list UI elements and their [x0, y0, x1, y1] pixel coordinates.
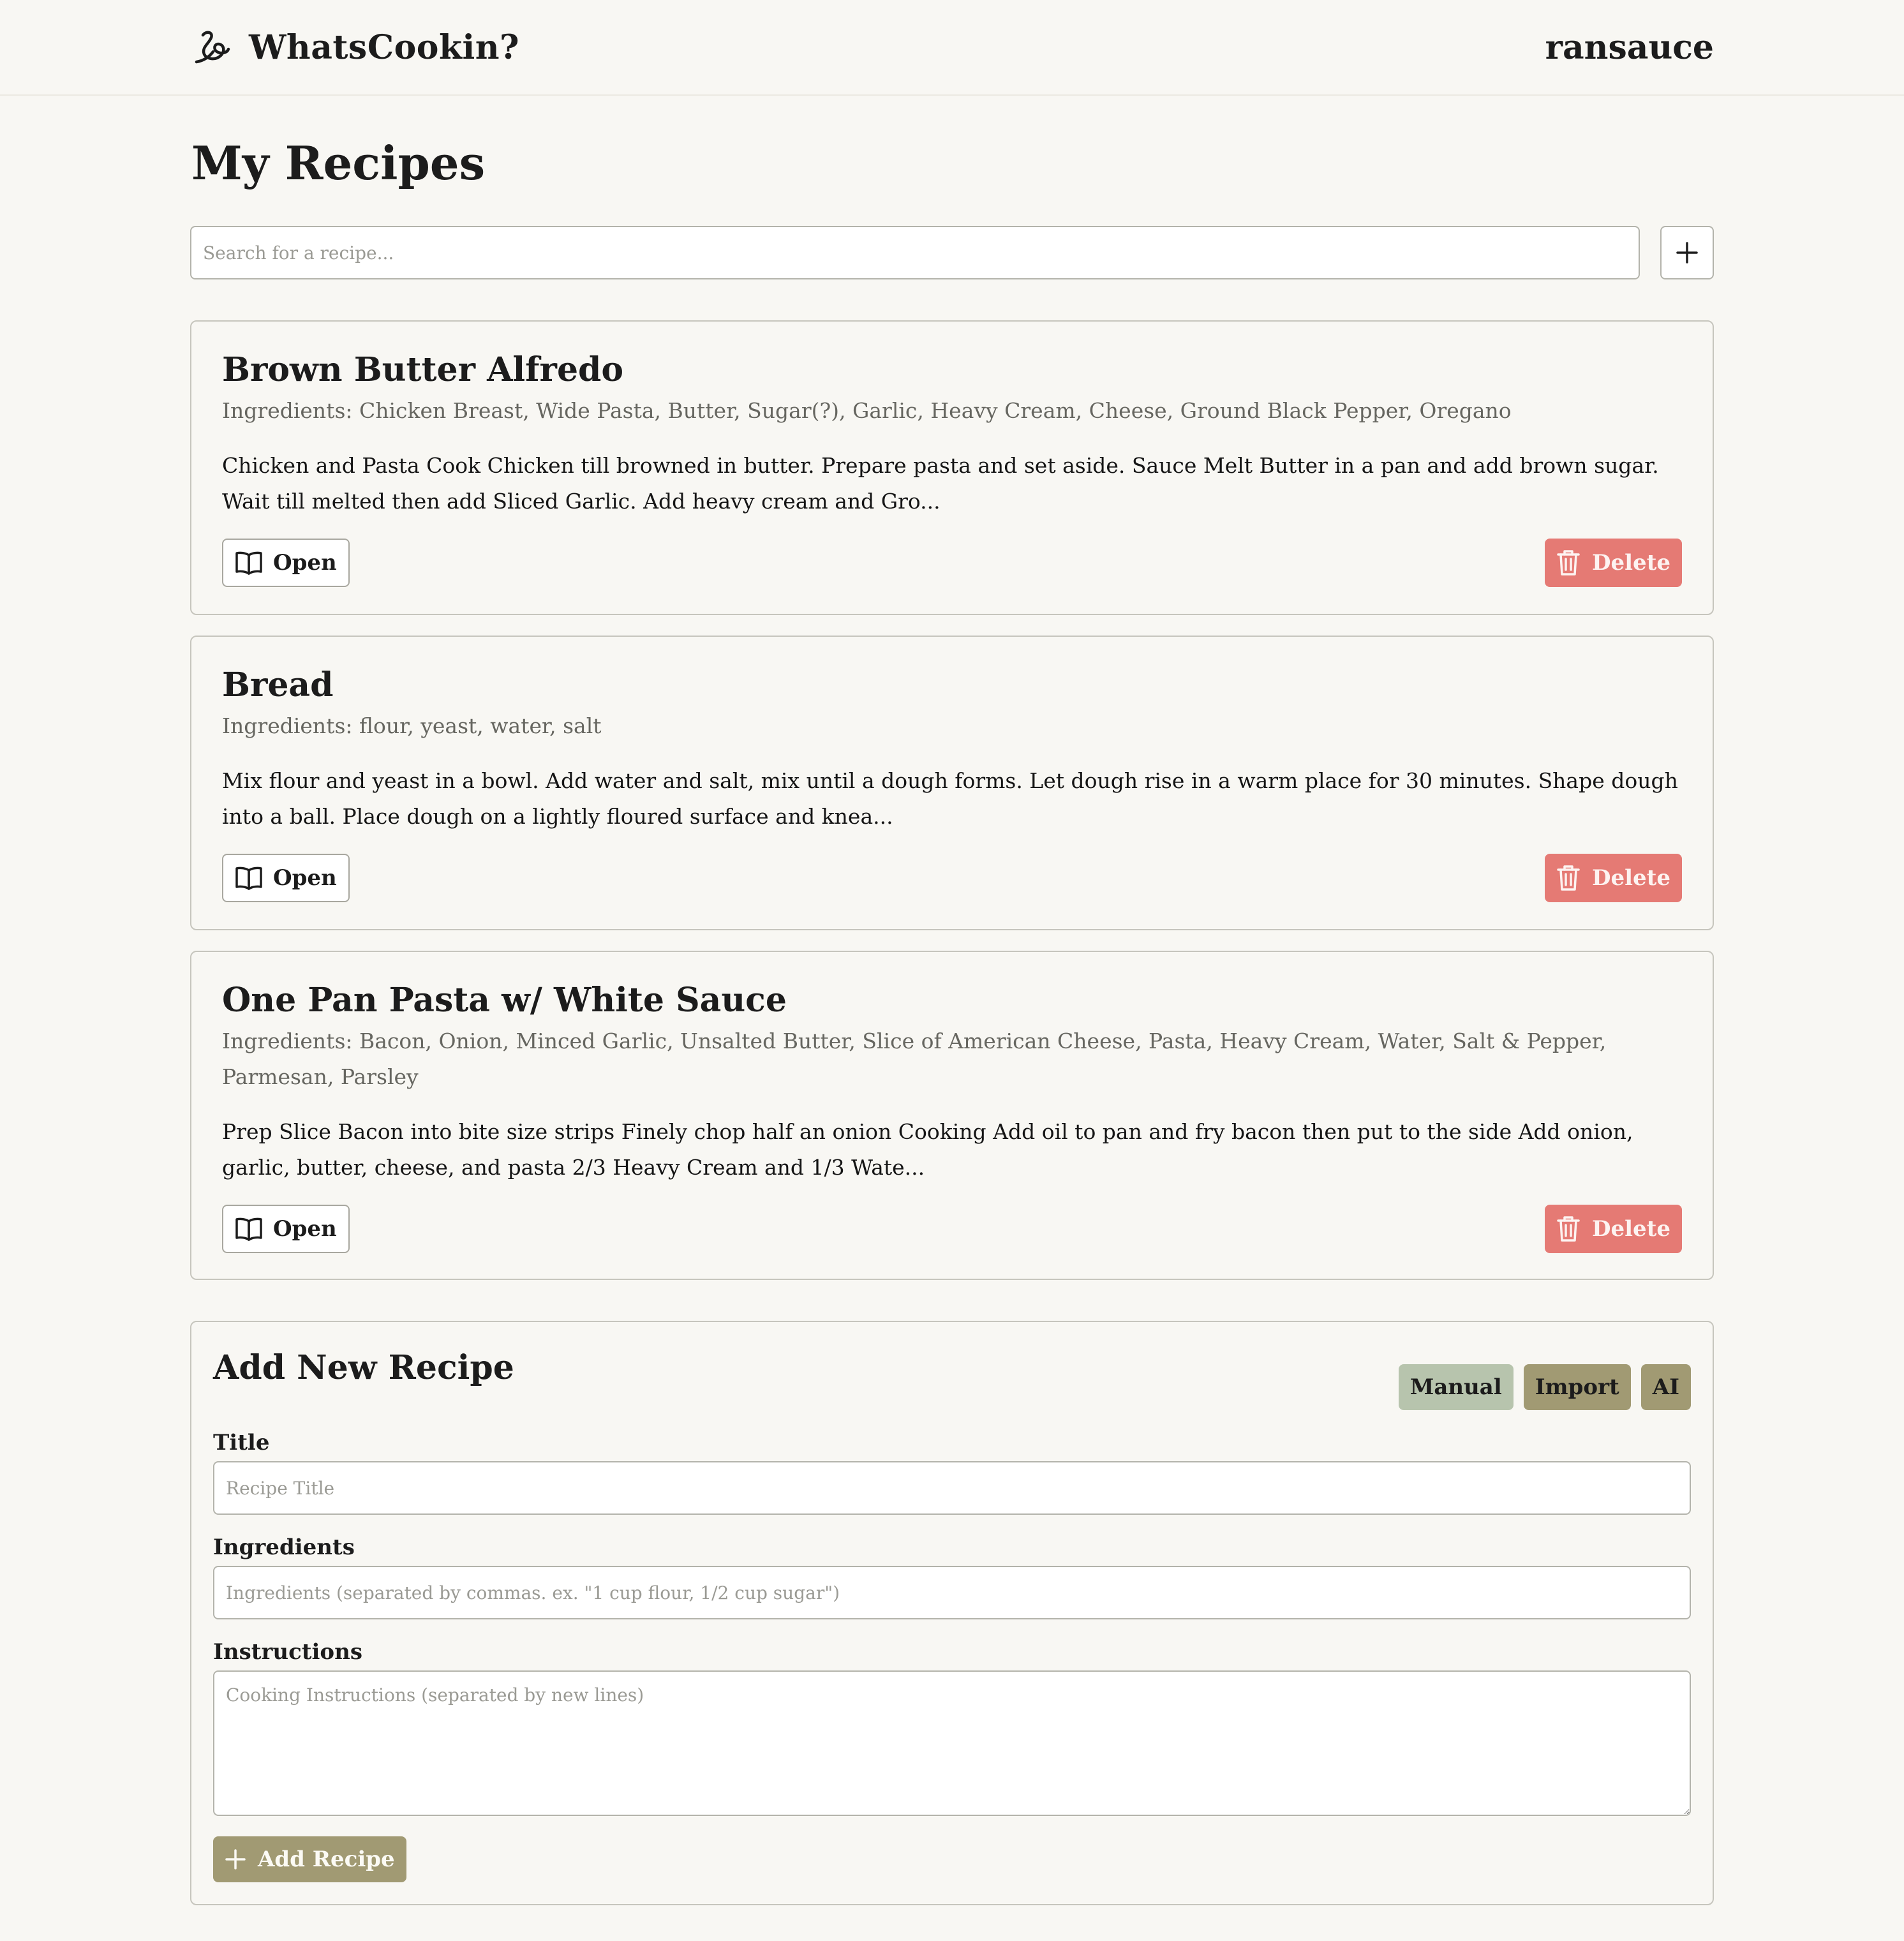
brand[interactable]	[190, 26, 519, 68]
plus-icon	[225, 1848, 246, 1870]
open-button-label: Open	[273, 550, 337, 576]
recipe-ingredients: Ingredients: flour, yeast, water, salt	[222, 713, 602, 738]
recipe-instructions: Chicken and Pasta Cook Chicken till browned in butter. Prepare pasta and set aside. Sauce Melt Butter in a pan and add brown sugar. Wait till melted then add Sliced Garlic. Add heavy cream and Gro...	[222, 453, 1659, 514]
delete-button-label: Delete	[1591, 1216, 1670, 1242]
instructions-textarea[interactable]	[213, 1670, 1691, 1816]
open-recipe-button[interactable]	[222, 539, 350, 587]
mode-tab-import[interactable]: Import	[1524, 1364, 1631, 1410]
delete-recipe-button[interactable]	[1545, 1205, 1682, 1253]
add-recipe-submit-button[interactable]	[213, 1836, 406, 1882]
add-recipe-toggle-button[interactable]	[1660, 226, 1714, 279]
recipe-ingredients: Ingredients: Chicken Breast, Wide Pasta, Butter, Sugar(?), Garlic, Heavy Cream, Cheese, Ground Black Pepper, Oregano	[222, 398, 1512, 423]
search-row	[190, 226, 1714, 279]
recipe-instructions: Mix flour and yeast in a bowl. Add water and salt, mix until a dough forms. Let dough rise in a warm place for 30 minutes. Shape dough into a ball. Place dough on a lightly floured surface and knea...	[222, 768, 1678, 829]
open-recipe-button[interactable]	[222, 1205, 350, 1253]
add-recipe-form	[190, 1321, 1714, 1905]
recipe-card	[190, 320, 1714, 615]
recipe-title: Brown Butter Alfredo	[222, 350, 624, 389]
delete-recipe-button[interactable]	[1545, 854, 1682, 902]
page-title: My Recipes	[191, 136, 486, 190]
recipe-card	[190, 636, 1714, 930]
add-recipe-submit-label: Add Recipe	[258, 1847, 395, 1872]
book-open-icon	[235, 1216, 263, 1242]
add-recipe-title: Add New Recipe	[213, 1348, 514, 1387]
recipe-ingredients: Ingredients: Bacon, Onion, Minced Garlic, Unsalted Butter, Slice of American Cheese, Pasta, Heavy Cream, Water, Salt & Pepper, Parmesan, Parsley	[222, 1029, 1607, 1089]
delete-button-label: Delete	[1591, 865, 1670, 891]
chef-logo-icon	[190, 26, 232, 68]
recipe-card	[190, 951, 1714, 1280]
username[interactable]: ransauce	[1545, 27, 1714, 67]
recipe-title: Bread	[222, 666, 334, 704]
brand-name: WhatsCookin?	[249, 27, 520, 67]
book-open-icon	[235, 865, 263, 891]
recipe-instructions: Prep Slice Bacon into bite size strips Finely chop half an onion Cooking Add oil to pan and fry bacon then put to the side Add onion, garlic, butter, cheese, and pasta 2/3 Heavy Cream and 1/3 Wate...	[222, 1119, 1633, 1180]
trash-icon	[1556, 1215, 1580, 1243]
plus-icon	[1675, 241, 1699, 265]
top-bar	[0, 0, 1904, 96]
recipe-actions	[222, 539, 1682, 587]
recipe-actions	[222, 1205, 1682, 1253]
ingredients-input[interactable]	[213, 1566, 1691, 1619]
recipe-actions	[222, 854, 1682, 902]
ingredients-label: Ingredients	[213, 1535, 355, 1560]
search-input[interactable]	[190, 226, 1640, 279]
mode-tab-ai[interactable]: AI	[1641, 1364, 1691, 1410]
book-open-icon	[235, 550, 263, 576]
mode-tabs	[1399, 1364, 1691, 1410]
open-recipe-button[interactable]	[222, 854, 350, 902]
open-button-label: Open	[273, 1216, 337, 1242]
add-recipe-header	[213, 1345, 1691, 1410]
main-content	[0, 125, 1904, 1905]
instructions-label: Instructions	[213, 1639, 362, 1665]
open-button-label: Open	[273, 865, 337, 891]
delete-button-label: Delete	[1591, 550, 1670, 576]
title-label: Title	[213, 1430, 270, 1455]
title-input[interactable]	[213, 1461, 1691, 1515]
trash-icon	[1556, 864, 1580, 892]
mode-tab-manual[interactable]: Manual	[1399, 1364, 1514, 1410]
delete-recipe-button[interactable]	[1545, 539, 1682, 587]
trash-icon	[1556, 549, 1580, 577]
recipe-title: One Pan Pasta w/ White Sauce	[222, 981, 787, 1020]
